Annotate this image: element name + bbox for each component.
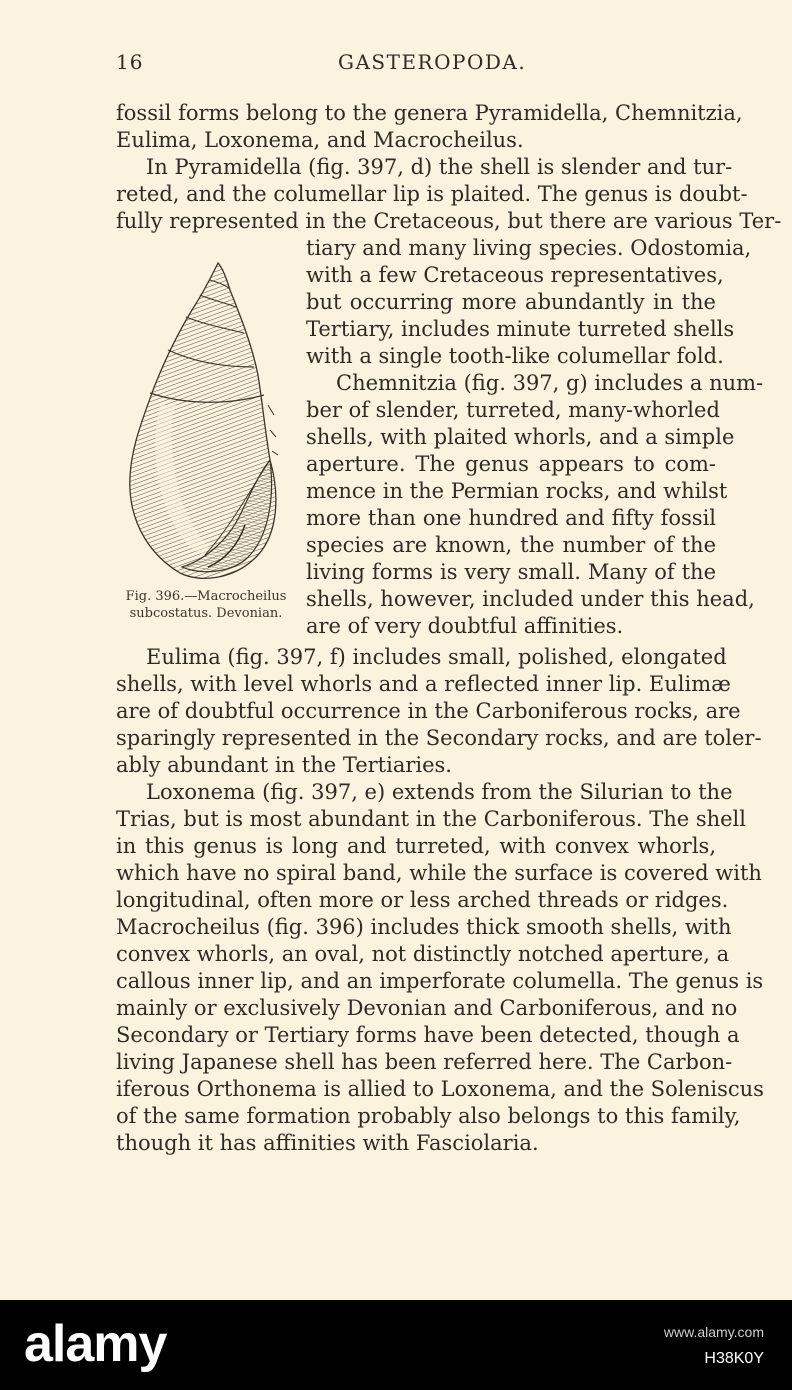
text-line: living forms is very small. Many of the (306, 560, 716, 584)
text-line: iferous Orthonema is allied to Loxonema, and the Soleniscus (116, 1077, 764, 1101)
text-line: species are known, the number of the (306, 533, 716, 557)
watermark-image-id: H38K0Y (704, 1350, 764, 1367)
text-line: living Japanese shell has been referred here. The Carbon- (116, 1050, 733, 1074)
text-line: but occurring more abundantly in the (306, 290, 716, 314)
text-line: ber of slender, turreted, many-whorled (306, 398, 720, 422)
text-line: Macrocheilus (fig. 396) includes thick smooth shells, with (116, 915, 732, 939)
text-line: fully represented in the Cretaceous, but there are various Ter- (116, 209, 782, 233)
text-line: mence in the Permian rocks, and whilst (306, 479, 728, 503)
text-line: more than one hundred and fifty fossil (306, 506, 716, 530)
text-line: though it has affinities with Fasciolaria. (116, 1131, 539, 1155)
caption-line: subcostatus. Devonian. (129, 606, 283, 621)
text-line: are of doubtful occurrence in the Carboniferous rocks, are (116, 699, 741, 723)
text-line: tiary and many living species. Odostomia, (306, 236, 752, 260)
text-line: Eulima, Loxonema, and Macrocheilus. (116, 128, 524, 152)
text-line: with a single tooth-like columellar fold. (306, 344, 724, 368)
text-line: shells, with level whorls and a reflected inner lip. Eulimæ (116, 672, 731, 696)
alamy-logo: alamy (24, 1315, 167, 1373)
text-line: are of very doubtful affinities. (306, 614, 624, 638)
text-line: Eulima (fig. 397, f) includes small, polished, elongated (146, 645, 727, 669)
figure-caption (116, 588, 296, 622)
page-header (116, 50, 716, 80)
text-line: Tertiary, includes minute turreted shells (306, 317, 735, 341)
text-line: aperture. The genus appears to com- (306, 452, 716, 476)
text-line: In Pyramidella (fig. 397, d) the shell is slender and tur- (146, 155, 733, 179)
text-line: longitudinal, often more or less arched threads or ridges. (116, 888, 729, 912)
shell-illustration (120, 255, 295, 595)
text-line: which have no spiral band, while the surface is covered with (116, 861, 762, 885)
text-line: ably abundant in the Tertiaries. (116, 753, 452, 777)
stock-watermark-bar (0, 1300, 792, 1390)
text-line: fossil forms belong to the genera Pyramidella, Chemnitzia, (116, 101, 743, 125)
text-line: callous inner lip, and an imperforate columella. The genus is (116, 969, 764, 993)
text-line: sparingly represented in the Secondary rocks, and are toler- (116, 726, 762, 750)
caption-line: Fig. 396.—Macrocheilus (125, 589, 287, 604)
text-line: with a few Cretaceous representatives, (306, 263, 724, 287)
watermark-url: www.alamy.com (663, 1324, 764, 1340)
text-line: mainly or exclusively Devonian and Carboniferous, and no (116, 996, 738, 1020)
text-line: Chemnitzia (fig. 397, g) includes a num- (336, 371, 764, 395)
text-line: Trias, but is most abundant in the Carboniferous. The shell (116, 807, 746, 831)
macrocheilus-shell-drawing (120, 255, 295, 585)
text-line: shells, however, included under this head, (306, 587, 755, 611)
text-line: reted, and the columellar lip is plaited. The genus is doubt- (116, 182, 748, 206)
text-line: convex whorls, an oval, not distinctly notched aperture, a (116, 942, 730, 966)
text-line: shells, with plaited whorls, and a simple (306, 425, 735, 449)
running-title: GASTEROPODA. (338, 50, 527, 74)
text-line: of the same formation probably also belongs to this family, (116, 1104, 741, 1128)
text-line: Secondary or Tertiary forms have been detected, though a (116, 1023, 740, 1047)
text-line: Loxonema (fig. 397, e) extends from the Silurian to the (146, 780, 733, 804)
text-line: in this genus is long and turreted, with convex whorls, (116, 834, 716, 858)
page-number: 16 (116, 50, 144, 74)
